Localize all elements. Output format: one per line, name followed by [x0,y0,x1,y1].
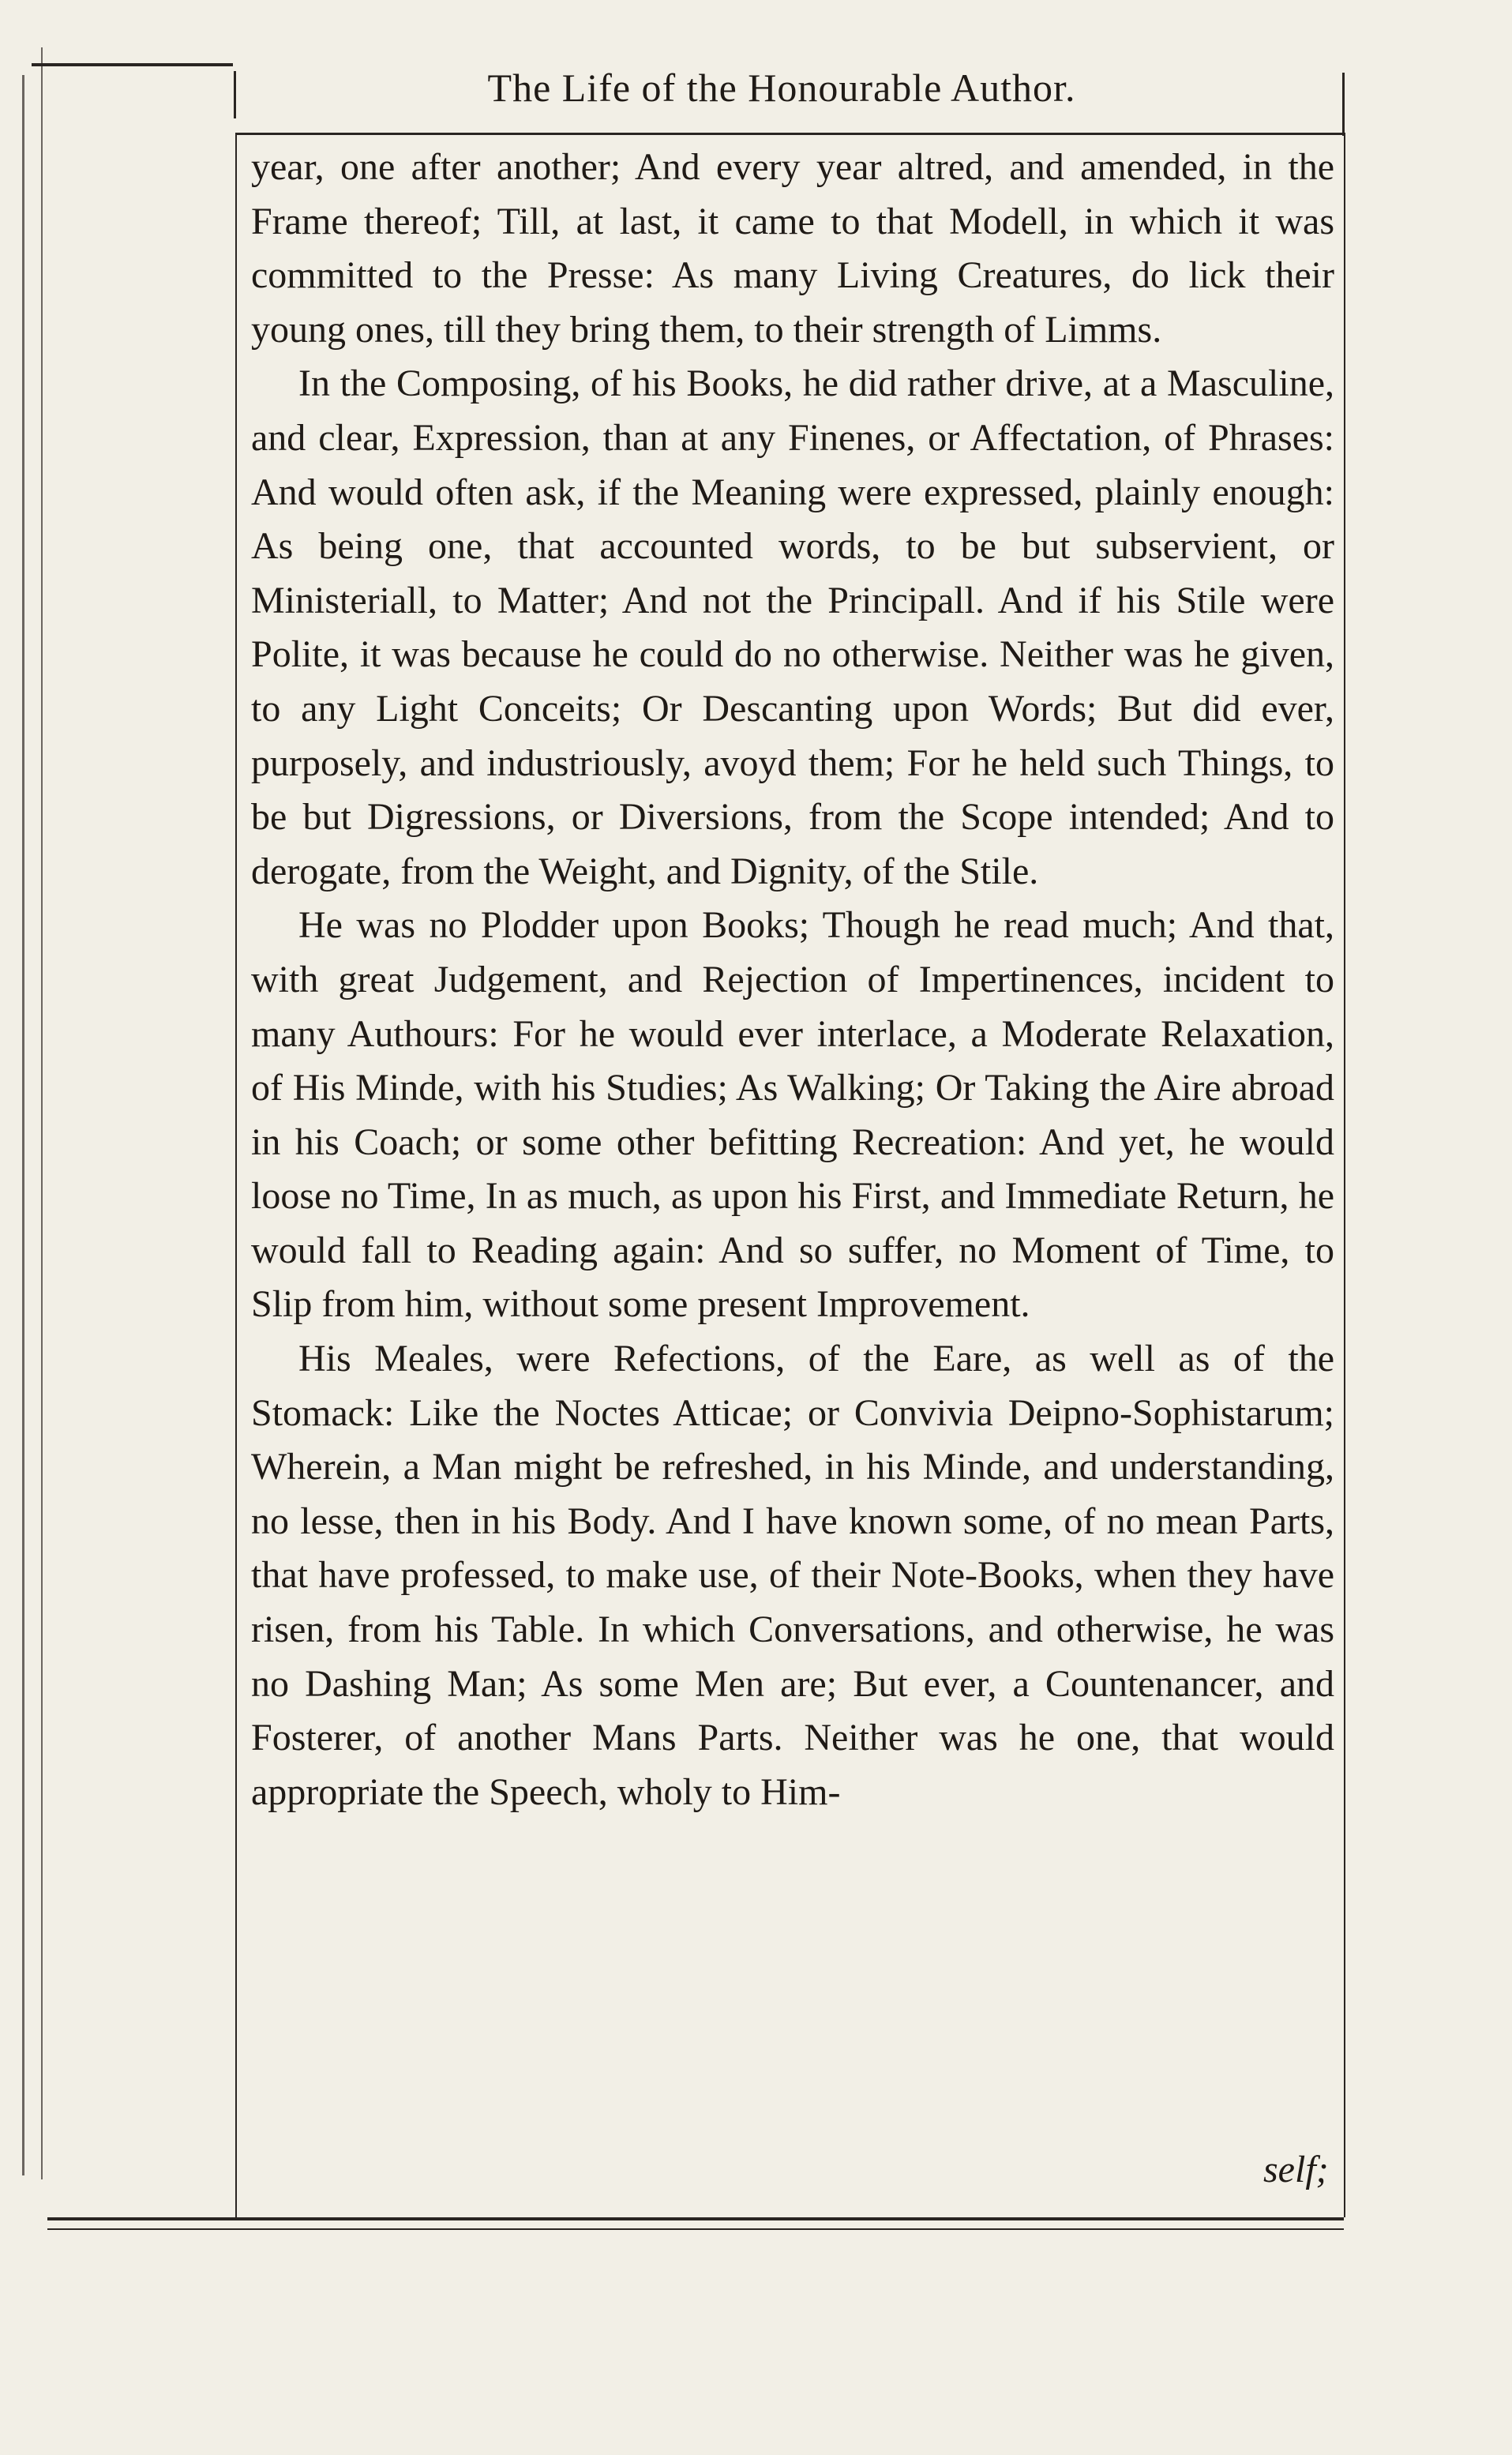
header-right-bar [1342,73,1345,136]
bottom-rule [47,2217,1344,2220]
gutter-line [41,47,43,2179]
text-left-rule [235,133,237,2217]
header-underline [237,133,1344,135]
bottom-rule-thin [47,2228,1344,2230]
paragraph: year, one after another; And every year altred, and amended, in the Frame thereof; Till, at last, it came to that Modell, in which it was committed to the Presse: As many Living Creatures, do lick their young ones, till they bring them, to their strength of Limms. [251,146,1334,351]
gutter-line [22,75,24,2175]
catchword: self; [1263,2149,1329,2190]
running-head: The Life of the Honourable Author. [487,66,1076,110]
header-left-bar [234,71,236,118]
paragraph: He was no Plodder upon Books; Though he read much; And that, with great Judgement, and Rejection of Impertinences, incident to many Authours: For he would ever interlace, a Moderate Relaxation, of His Minde, with his Studies; As Walking; Or Taking the Aire abroad in his Coach; or some other befitting Recreation: And yet, he would loose no Time, In as much, as upon his First, and Immediate Return, he would fall to Reading again: And so suffer, no Moment of Time, to Slip from him, without some present Improvement. [251,904,1334,1326]
top-rule [32,63,233,66]
body-text [251,141,1334,1819]
paragraph: In the Composing, of his Books, he did rather drive, at a Masculine, and clear, Expression, than at any Finenes, or Affectation, of Phrases: And would often ask, if the Meaning were expressed, plainly enough: As being one, that accounted words, to be but subservient, or Ministeriall, to Matter; And not the Principall. And if his Stile were Polite, it was because he could do no otherwise. Neither was he given, to any Light Conceits; Or Descanting upon Words; But did ever, purposely, and industriously, avoyd them; For he held such Things, to be but Digressions, or Diversions, from the Scope intended; And to derogate, from the Weight, and Dignity, of the Stile. [251,362,1334,892]
paragraph: His Meales, were Refections, of the Eare, as well as of the Stomack: Like the Noctes Atticae; or Convivia Deipno-Sophistarum; Wherein, a Man might be refreshed, in his Minde, and understanding, no lesse, then in his Body. And I have known some, of no mean Parts, that have professed, to make use, of their Note-Books, when they have risen, from his Table. In which Conversations, and otherwise, he was no Dashing Man; As some Men are; But ever, a Countenancer, and Fosterer, of another Mans Parts. Neither was he one, that would appropriate the Speech, wholy to Him- [251,1338,1334,1813]
text-right-rule [1344,133,1345,2217]
